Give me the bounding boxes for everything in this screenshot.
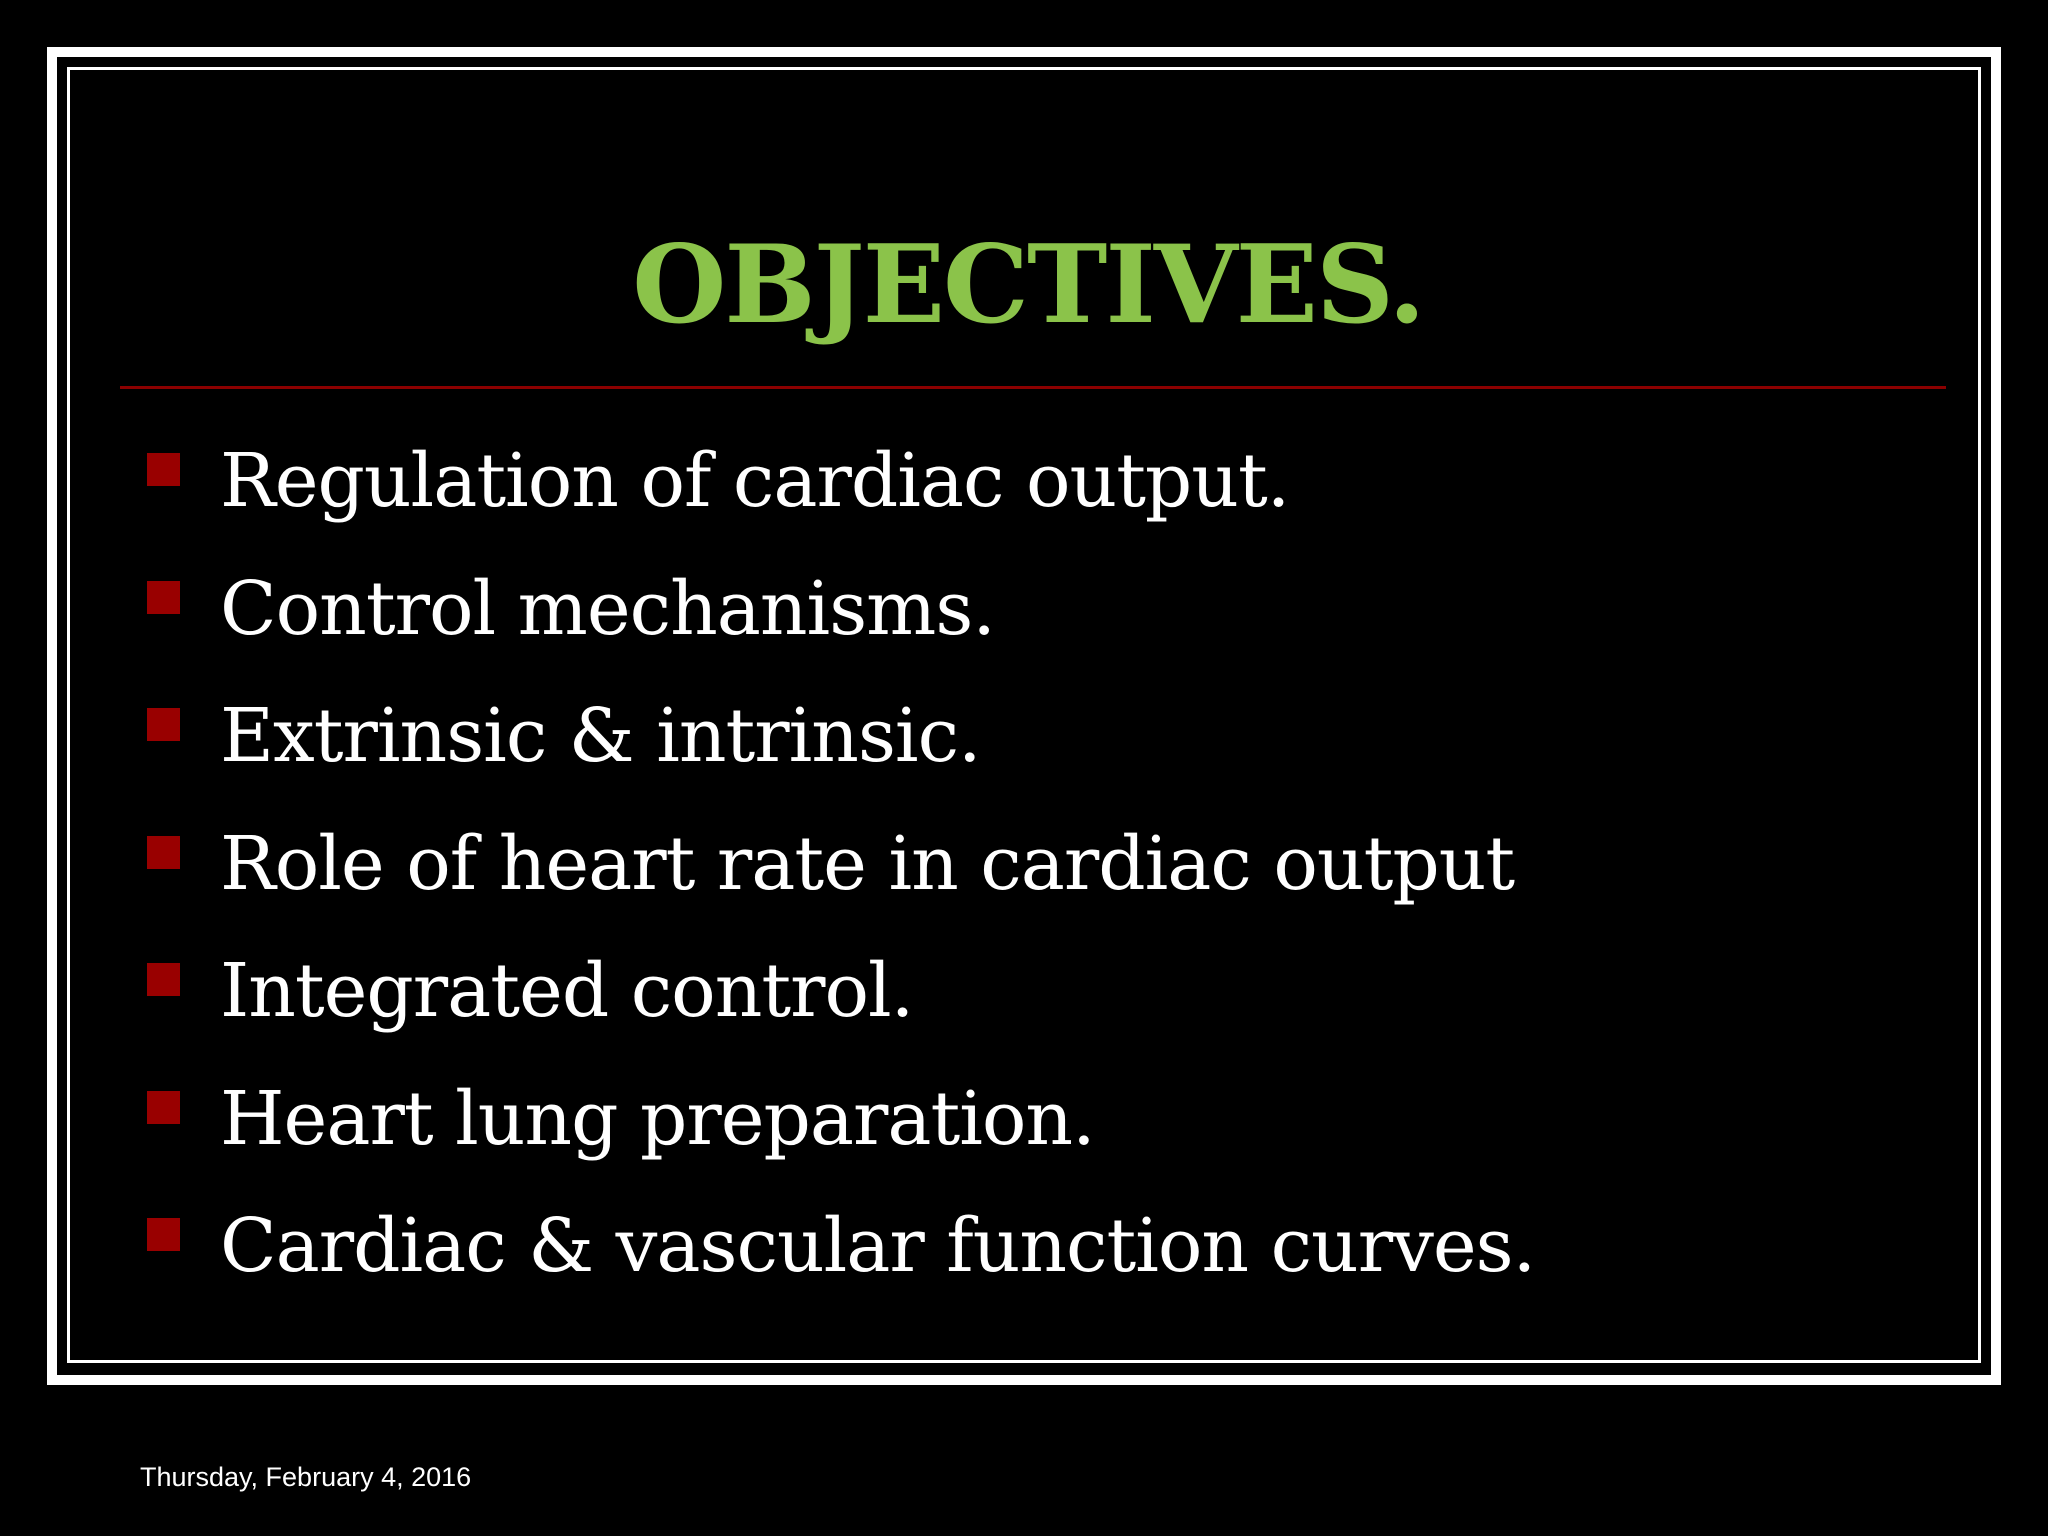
square-bullet-icon: [147, 1091, 180, 1124]
list-item: [140, 1058, 1940, 1186]
list-item: [140, 803, 1940, 931]
list-item-text: Role of heart rate in cardiac output: [220, 820, 1515, 907]
list-item: [140, 675, 1940, 803]
square-bullet-icon: [147, 963, 180, 996]
list-item-text: Cardiac & vascular function curves.: [220, 1203, 1536, 1289]
square-bullet-icon: [147, 453, 180, 486]
square-bullet-icon: [147, 581, 180, 614]
list-item: [140, 548, 1940, 676]
list-item-text: Integrated control.: [220, 948, 914, 1034]
square-bullet-icon: [147, 836, 180, 869]
objectives-list: [140, 420, 1940, 1313]
list-item-text: Heart lung preparation.: [220, 1075, 1095, 1162]
list-item: [140, 420, 1940, 548]
list-item-text: Control mechanisms.: [220, 565, 995, 652]
list-item: [140, 1185, 1940, 1313]
title-divider: [120, 386, 1946, 389]
square-bullet-icon: [147, 708, 180, 741]
list-item-text: Regulation of cardiac output.: [220, 438, 1290, 524]
list-item-text: Extrinsic & intrinsic.: [220, 693, 981, 779]
list-item: [140, 930, 1940, 1058]
square-bullet-icon: [147, 1218, 180, 1251]
footer-date: Thursday, February 4, 2016: [140, 1462, 472, 1492]
slide-title: OBJECTIVES.: [632, 222, 1424, 348]
